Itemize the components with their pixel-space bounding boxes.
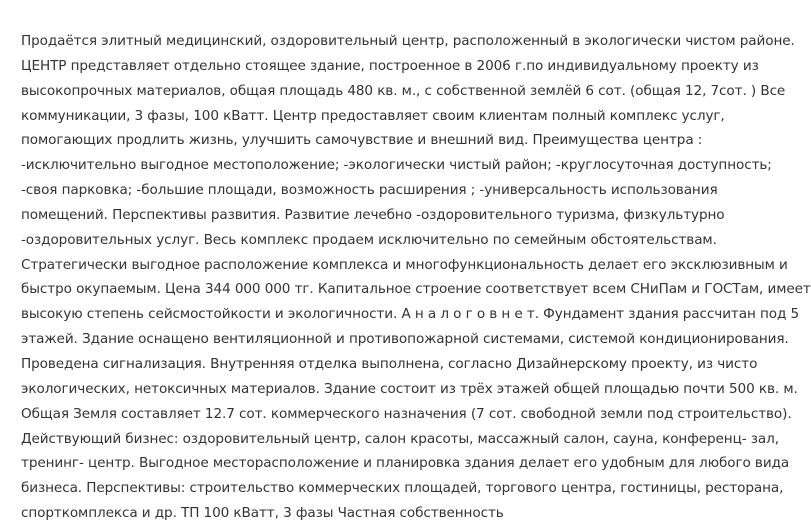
- description-line: -оздоровительных услуг. Весь комплекс продаем исключительно по семейным обстоятельствам.: [21, 231, 717, 248]
- description-line: коммуникации, 3 фазы, 100 кВатт. Центр предоставляет своим клиентам полный комплекс услуг,: [21, 107, 725, 124]
- description-line: спорткомплекса и др. ТП 100 кВатт, 3 фазы Частная собственность: [21, 505, 504, 522]
- description-line: -исключительно выгодное местоположение; -экологически чистый район; -круглосуточная доступность;: [21, 157, 772, 174]
- description-line: -своя парковка; -большие площади, возможность расширения ; -универсальность использования: [21, 182, 718, 199]
- listing-description: [21, 29, 811, 526]
- description-line: высокопрочных материалов, общая площадь 480 кв. м., с собственной землёй 6 сот. (общая 12, 7сот. ) Все: [21, 82, 786, 99]
- description-line: Продаётся элитный медицинский, оздоровительный центр, расположенный в экологически чистом районе.: [21, 33, 795, 49]
- description-line: Стратегически выгодное расположение комплекса и многофункциональность делает его эксклюзивным и: [21, 256, 788, 273]
- description-line: помещений. Перспективы развития. Развитие лечебно -оздоровительного туризма, физкультурно: [21, 206, 725, 223]
- description-line: Проведена сигнализация. Внутренняя отделка выполнена, согласно Дизайнерскому проекту, из чисто: [21, 355, 758, 372]
- description-line: помогающих продлить жизнь, улучшить самочувствие и внешний вид. Преимущества центра :: [21, 132, 703, 149]
- description-line: бизнеса. Перспективы: строительство коммерческих площадей, торгового центра, гостиницы, ресторана,: [21, 480, 784, 497]
- description-line: высокую степень сейсмостойкости и экологичности. А н а л о г о в н е т. Фундамент здания рассчитан под 5: [21, 306, 800, 323]
- description-line: быстро окупаемым. Цена 344 000 000 тг. Капитальное строение соответствует всем СНиПам и ГОСТам, имеет: [21, 281, 811, 298]
- description-line: Общая Земля составляет 12.7 сот. коммерческого назначения (7 сот. свободной земли под строительство).: [21, 405, 792, 422]
- description-line: ЦЕНТР представляет отдельно стоящее здание, построенное в 2006 г.по индивидуальному проекту из: [21, 57, 759, 74]
- description-line: этажей. Здание оснащено вентиляционной и противопожарной системами, системой кондиционирования.: [21, 331, 789, 348]
- description-line: Действующий бизнес: оздоровительный центр, салон красоты, массажный салон, сауна, конференц- зал,: [21, 430, 779, 447]
- description-line: экологических, нетоксичных материалов. Здание состоит из трёх этажей общей площадью почти 500 кв. м.: [21, 380, 798, 397]
- description-line: тренинг- центр. Выгодное месторасположение и планировка здания делает его удобным для любого вида: [21, 455, 790, 472]
